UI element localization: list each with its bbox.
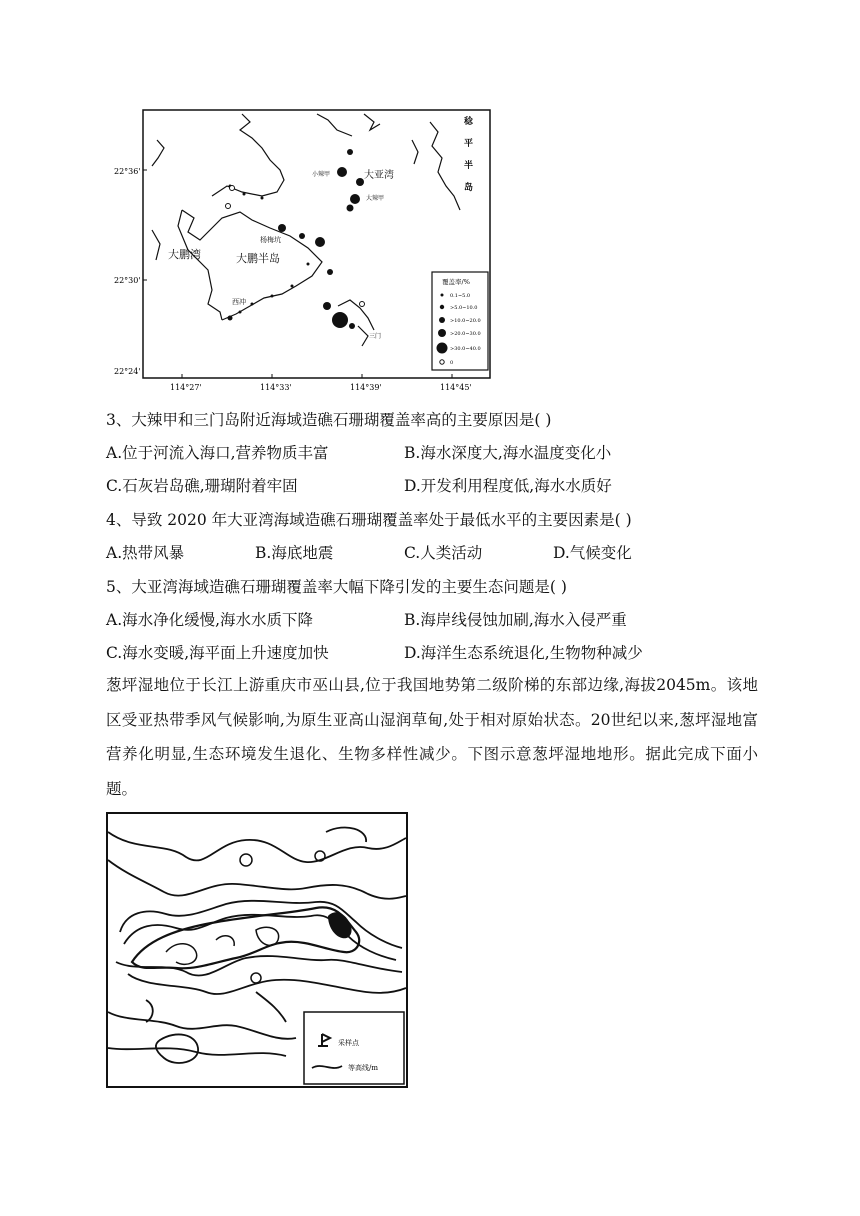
legend-item: 0.1~5.0 xyxy=(450,293,471,299)
legend-item: >10.0~20.0 xyxy=(450,318,481,324)
question-5-option-b[interactable]: B.海岸线侵蚀加刷,海水入侵严重 xyxy=(404,611,627,629)
legend-item: >30.0~40.0 xyxy=(450,346,481,352)
coverage-point xyxy=(315,237,325,247)
label-peninsula-right: 半 xyxy=(464,161,474,171)
coral-coverage-map xyxy=(112,100,492,392)
lat-label: 22°24' xyxy=(114,367,141,376)
map-legend xyxy=(432,272,488,370)
label-peninsula-right: 岛 xyxy=(464,183,474,193)
topo-legend xyxy=(304,1012,404,1084)
coverage-point xyxy=(228,316,233,321)
coverage-point xyxy=(349,323,355,329)
legend-item: 0 xyxy=(450,360,454,366)
coverage-point xyxy=(226,204,231,209)
question-5-option-a[interactable]: A.海水净化缓慢,海水水质下降 xyxy=(106,611,314,629)
label-xichong: 西冲 xyxy=(232,298,246,306)
label-sanmen: 三门 xyxy=(369,333,382,340)
lon-label: 114°45' xyxy=(440,383,472,392)
passage-paragraph: 葱坪湿地位于长江上游重庆市巫山县,位于我国地势第二级阶梯的东部边缘,海拔2045m。该地区受亚热带季风气候影响,为原生亚高山湿润草甸,处于相对原始状态。20世纪以来,葱坪湿地富营养化明显,生态环境发生退化、生物多样性减少。下图示意葱坪湿地地形。据此完成下面小题。 xyxy=(106,676,758,798)
coverage-point xyxy=(347,205,354,212)
question-5-option-c[interactable]: C.海水变暖,海平面上升速度加快 xyxy=(106,644,329,662)
label-dapengwan: 大鹏湾 xyxy=(168,248,201,261)
label-dalajia: 大辣甲 xyxy=(366,195,385,202)
label-xiaolajia: 小辣甲 xyxy=(312,171,331,178)
question-3-option-d[interactable]: D.开发利用程度低,海水水质好 xyxy=(404,477,612,495)
question-3-stem: 3、大辣甲和三门岛附近海域造礁石珊瑚覆盖率高的主要原因是( ) xyxy=(106,411,552,429)
label-dayawan: 大亚湾 xyxy=(364,170,394,181)
question-4-option-b[interactable]: B.海底地震 xyxy=(255,544,334,562)
label-dapeng-peninsula: 大鹏半岛 xyxy=(236,252,280,265)
question-4-stem: 4、导致 2020 年大亚湾海域造礁石珊瑚覆盖率处于最低水平的主要因素是( ) xyxy=(106,511,632,529)
question-3-option-a[interactable]: A.位于河流入海口,营养物质丰富 xyxy=(106,444,329,462)
coverage-point xyxy=(327,269,333,275)
legend-sample-label: 采样点 xyxy=(338,1039,359,1047)
coverage-point xyxy=(230,186,235,191)
legend-item: >20.0~30.0 xyxy=(450,331,481,337)
question-3-option-c[interactable]: C.石灰岩岛礁,珊瑚附着牢固 xyxy=(106,477,298,495)
question-4-option-d[interactable]: D.气候变化 xyxy=(553,544,632,562)
coverage-point xyxy=(360,302,365,307)
wetland-topography-map xyxy=(106,812,408,1090)
lon-label: 114°39' xyxy=(350,383,382,392)
question-4-option-c[interactable]: C.人类活动 xyxy=(404,544,483,562)
legend-contour-label: 等高线/m xyxy=(348,1064,378,1072)
coverage-point xyxy=(278,224,286,232)
coverage-point xyxy=(323,302,331,310)
legend-item: >5.0~10.0 xyxy=(450,305,478,311)
legend-title: 覆盖率/% xyxy=(442,278,470,286)
lon-label: 114°27' xyxy=(170,383,202,392)
coverage-point xyxy=(350,194,360,204)
question-4-option-a[interactable]: A.热带风暴 xyxy=(106,544,185,562)
lon-label: 114°33' xyxy=(260,383,292,392)
question-3-option-b[interactable]: B.海水深度大,海水温度变化小 xyxy=(404,444,612,462)
question-5-option-d[interactable]: D.海洋生态系统退化,生物物种减少 xyxy=(404,644,643,662)
lat-label: 22°30' xyxy=(114,276,141,285)
coverage-point xyxy=(332,312,348,328)
sampling-track xyxy=(229,185,310,314)
lat-label: 22°36' xyxy=(114,167,141,176)
label-peninsula-right: 平 xyxy=(464,139,474,149)
coastline xyxy=(152,114,460,346)
coverage-point xyxy=(356,178,364,186)
label-yangmeikeng: 杨梅坑 xyxy=(260,236,281,244)
coverage-point xyxy=(347,149,353,155)
question-5-stem: 5、大亚湾海域造礁石珊瑚覆盖率大幅下降引发的主要生态问题是( ) xyxy=(106,578,567,596)
coverage-point xyxy=(337,167,347,177)
label-peninsula-right: 稔 xyxy=(464,117,474,127)
coverage-point xyxy=(299,233,305,239)
